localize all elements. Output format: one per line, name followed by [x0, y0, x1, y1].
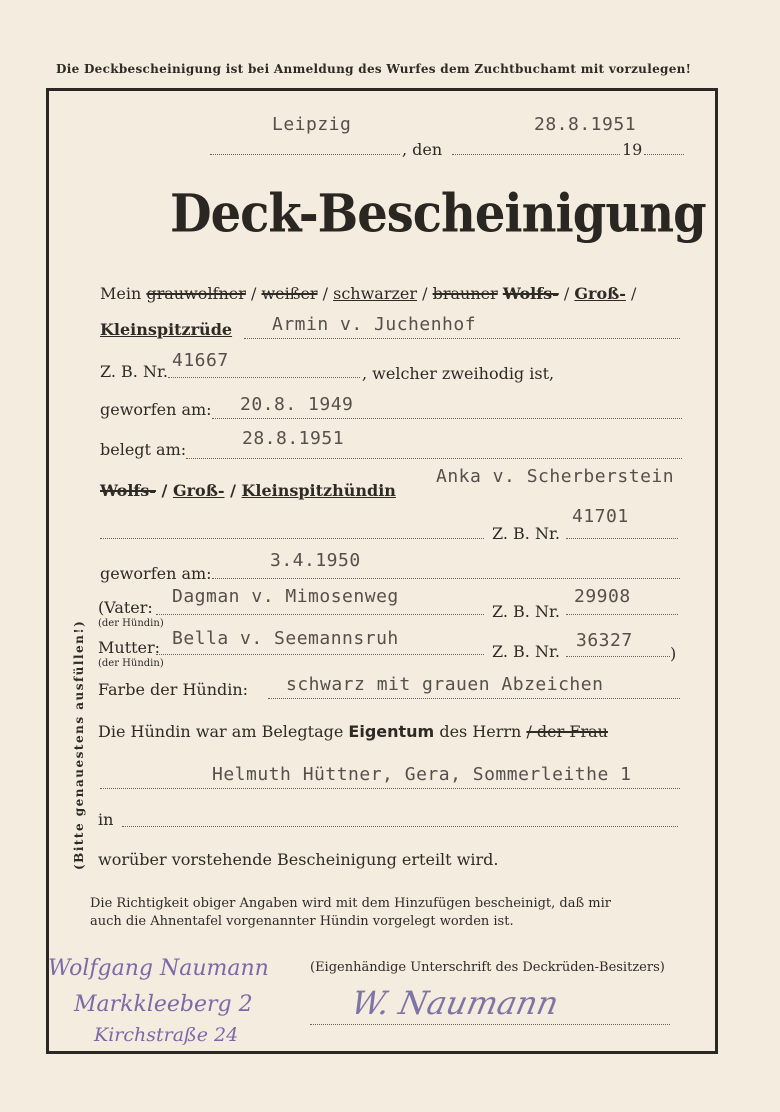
owner-intro: Die Hündin war am Belegtage [98, 722, 344, 741]
side-note: (Bitte genauestens ausfüllen!) [72, 619, 86, 870]
header-notice: Die Deckbescheinigung ist bei Anmeldung des Wurfes dem Zuchtbuchamt mit vorzulegen! [56, 62, 692, 76]
mutter-zb-line [566, 656, 670, 657]
den-label: , den [402, 140, 443, 159]
stamp-line-1: Wolfgang Naumann [48, 956, 269, 981]
rude-geworfen-label: geworfen am: [100, 400, 212, 419]
page-title: Deck-Bescheinigung [170, 183, 706, 245]
huendin-geworfen-label: geworfen am: [100, 564, 212, 583]
option-gross: Groß- [574, 284, 626, 303]
rude-kind: Kleinspitzrüde [100, 320, 233, 339]
vater-zb-value: 29908 [574, 586, 631, 607]
huendin-zb-label: Z. B. Nr. [492, 524, 560, 543]
signature-label: (Eigenhändige Unterschrift des Deckrüden-Besitzers) [310, 960, 665, 975]
vater-line [156, 614, 484, 615]
vater-sub: (der Hündin) [98, 618, 164, 629]
date-line [452, 154, 620, 155]
vater-zb-label: Z. B. Nr. [492, 602, 560, 621]
huendin-line-1: Wolfs- / Groß- / Kleinspitzhündin [100, 481, 396, 500]
mutter-value: Bella v. Seemannsruh [172, 628, 399, 649]
option-wolfs: Wolfs- [502, 284, 559, 303]
mutter-zb-value: 36327 [576, 630, 633, 651]
option-braun: brauner [432, 284, 498, 303]
mutter-sub: (der Hündin) [98, 658, 164, 669]
rude-zb-label: Z. B. Nr. [100, 362, 168, 381]
huendin-name: Anka v. Scherberstein [436, 466, 675, 487]
rude-geworfen-value: 20.8. 1949 [240, 394, 354, 415]
mutter-line [156, 654, 484, 655]
option-weiss: weißer [261, 284, 318, 303]
huendin-geworfen-value: 3.4.1950 [270, 550, 361, 571]
vater-value: Dagman v. Mimosenweg [172, 586, 399, 607]
huendin-option-wolfs: Wolfs- [100, 481, 156, 500]
mutter-zb-label: Z. B. Nr. [492, 642, 560, 661]
huendin-kind: Kleinspitzhündin [241, 481, 396, 500]
owner-name: Helmuth Hüttner, Gera, Sommerleithe 1 [212, 764, 632, 785]
owner-line [98, 722, 608, 741]
place-line [210, 154, 400, 155]
note-line-1: Die Richtigkeit obiger Angaben wird mit dem Hinzufügen bescheinigt, daß mir [90, 896, 611, 911]
eigentum-label: Eigentum [348, 722, 435, 741]
in-line [122, 826, 678, 827]
option-schwarz: schwarzer [333, 284, 418, 303]
place-value: Leipzig [272, 114, 352, 135]
huendin-extra-line [100, 538, 484, 539]
mutter-close: ) [670, 644, 677, 663]
signature: W. Naumann [347, 984, 563, 1022]
rude-name-line [244, 338, 680, 339]
huendin-option-gross: Groß- [172, 481, 225, 500]
note-line-2: auch die Ahnentafel vorgenannter Hündin vorgelegt worden ist. [90, 914, 514, 929]
rude-name: Armin v. Juchenhof [272, 314, 477, 335]
closing-text: worüber vorstehende Bescheinigung erteilt wird. [98, 850, 499, 869]
huendin-zb-value: 41701 [572, 506, 629, 527]
rude-zb-value: 41667 [172, 350, 229, 371]
rude-line-1: Mein grauwolfner / weißer / schwarzer / brauner Wolfs- / Groß- / [100, 284, 637, 303]
vater-label: (Vater: [98, 598, 153, 617]
vater-zb-line [566, 614, 678, 615]
belegt-label: belegt am: [100, 440, 187, 459]
stamp-line-2: Markkleeberg 2 [74, 992, 253, 1017]
mein-label: Mein [100, 284, 142, 303]
huendin-geworfen-line [212, 578, 680, 579]
date-value: 28.8.1951 [534, 114, 637, 135]
farbe-label: Farbe der Hündin: [98, 680, 249, 699]
belegt-value: 28.8.1951 [242, 428, 345, 449]
rude-geworfen-line [212, 418, 682, 419]
der-frau-option: / der Frau [526, 722, 608, 741]
year-prefix: 19 [622, 140, 643, 159]
stamp-line-3: Kirchstraße 24 [94, 1024, 239, 1046]
mutter-label: Mutter: [98, 638, 161, 657]
in-label: in [98, 810, 114, 829]
huendin-zb-line [566, 538, 678, 539]
belegt-line [186, 458, 682, 459]
option-grau: grauwolfner [146, 284, 246, 303]
hoden-text: , welcher zweihodig ist, [362, 364, 555, 383]
owner-name-line [100, 788, 680, 789]
farbe-line [268, 698, 680, 699]
year-line [644, 154, 684, 155]
farbe-value: schwarz mit grauen Abzeichen [286, 674, 604, 695]
des-herrn-label: des Herrn [439, 722, 522, 741]
rude-zb-line [168, 377, 360, 378]
signature-line [310, 1024, 670, 1025]
